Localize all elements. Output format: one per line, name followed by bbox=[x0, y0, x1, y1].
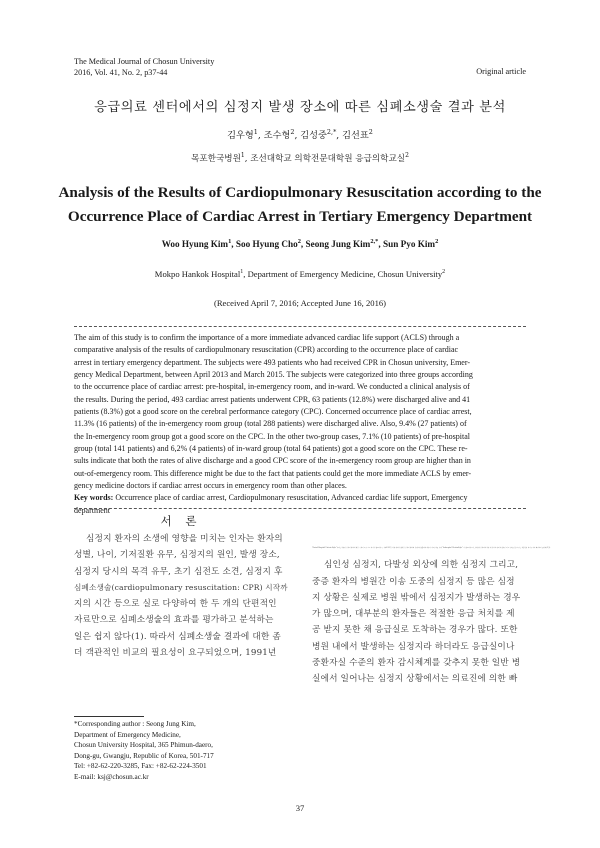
author-name: Seong Jung Kim bbox=[305, 239, 371, 249]
korean-affiliations bbox=[0, 152, 600, 164]
text-line: 심정지 당시의 목격 유무, 초기 심전도 소견, 심정지 후 bbox=[74, 566, 283, 577]
text-line: comparative analysis of the results of cardiopulmonary resuscitation (CPR) according to the occurrence place of cardiac bbox=[74, 345, 459, 355]
article-type-label: Original article bbox=[476, 67, 526, 76]
received-dates: (Received April 7, 2016; Accepted June 16, 2016) bbox=[213, 298, 387, 308]
keywords bbox=[74, 492, 526, 504]
corresponding-author-footnote bbox=[74, 719, 304, 783]
text-line: the results. During the period, 493 cardiac arrest patients underwent CPR, 63 patients (12.8%) were discharged alive and 41 bbox=[74, 394, 471, 404]
author-name: 김성중 bbox=[300, 130, 327, 141]
author-name: 조수형 bbox=[263, 130, 291, 141]
author-affiliation-mark: 1 bbox=[253, 127, 258, 136]
english-title-line: Analysis of the Results of Cardiopulmonary Resuscitation according to the bbox=[58, 184, 542, 201]
author-affiliation-mark: 2 bbox=[435, 237, 439, 245]
author-name: Soo Hyung Cho bbox=[235, 239, 298, 249]
text-line: The aim of this study is to confirm the importance of a more immediate advanced cardiac life support (ACLS) through a bbox=[74, 333, 460, 342]
text-line: to the occurrence place of cardiac arrest: pre-hospital, in-emergency room, and in-ward. We conducted a clinical analysis of bbox=[74, 382, 470, 392]
text-line: 심인성 심정지, 다발성 외상에 의한 심정지 그리고, bbox=[324, 560, 519, 571]
text-line: 더 객관적인 비교의 필요성이 요구되었으며, 1991년 bbox=[74, 648, 277, 659]
affiliation-2: , Department of Emergency Medicine, Chosun University bbox=[243, 269, 443, 279]
text-line: 공 받지 못한 채 응급실로 도착하는 경우가 많다. 또한 bbox=[312, 625, 518, 636]
author-affiliation-mark: 2 bbox=[297, 237, 301, 245]
text-line: 중환자실 수준의 환자 감시체계를 갖추지 못한 일반 병 bbox=[312, 658, 521, 669]
text-line: 가 많으며, 대부분의 환자들은 적절한 응급 처치를 제 bbox=[312, 609, 515, 620]
text-line: *Corresponding author : Seong Jung Kim, bbox=[74, 720, 196, 728]
text-line: gency Medical Department, between April 2013 and March 2015. The subjects were categorized into three groups according bbox=[74, 370, 473, 380]
text-line: 자료만으로 심폐소생술의 효과를 평가하고 분석하는 bbox=[74, 615, 274, 626]
text-line: Department of Emergency Medicine, bbox=[74, 730, 181, 739]
journal-header bbox=[74, 56, 214, 78]
left-column-text bbox=[74, 531, 288, 661]
english-title bbox=[50, 181, 550, 229]
author-separator: , bbox=[378, 239, 383, 249]
abstract-bottom-divider bbox=[74, 508, 526, 509]
text-line: arrest in tertiary emergency department. The subjects were 493 patients who had received CPR in Chosun university, Emer- bbox=[74, 357, 471, 367]
journal-volume: 2016, Vol. 41, No. 2, p37-44 bbox=[74, 68, 168, 77]
right-paragraph-2 bbox=[312, 557, 526, 687]
korean-title: 응급의료 센터에서의 심정지 발생 장소에 따른 심폐소생술 결과 분석 bbox=[94, 100, 506, 115]
author-separator: , bbox=[294, 130, 301, 141]
author-name: 김우형 bbox=[227, 130, 254, 141]
text-line: gency medicine doctors if cardiac arrest occurs in emergency room than other places. bbox=[74, 481, 347, 491]
affiliation-2-mark: 2 bbox=[405, 152, 409, 160]
affiliation-2-mark: 2 bbox=[442, 269, 446, 276]
author-name: Sun Pyo Kim bbox=[382, 239, 436, 249]
journal-name: The Medical Journal of Chosun University bbox=[74, 57, 215, 66]
text-line: Tel: +82-62-220-3285, Fax: +82-62-224-3501 bbox=[74, 762, 207, 771]
text-line: 지 상황은 실제로 병원 밖에서 심정지가 발생하는 경우 bbox=[312, 592, 521, 603]
text-line: 성별, 나이, 기저질환 유무, 심정지의 원인, 발생 장소, bbox=[74, 550, 280, 561]
english-title-line: Occurrence Place of Cardiac Arrest in Tertiary Emergency Department bbox=[67, 208, 533, 225]
english-authors bbox=[0, 239, 600, 249]
section-title-introduction: 서 론 bbox=[160, 514, 202, 528]
author-name: 김선표 bbox=[342, 130, 369, 141]
text-line: Chosun University Hospital, 365 Phimun-daero, bbox=[74, 741, 213, 750]
keywords-continued: department bbox=[74, 505, 110, 515]
text-line: E-mail: ksj@chosun.ac.kr bbox=[74, 772, 149, 781]
affiliation-1: Mokpo Hankok Hospital bbox=[154, 269, 241, 279]
author-affiliation-mark: 2,* bbox=[370, 237, 379, 245]
english-affiliations bbox=[0, 269, 600, 279]
text-line: the In-emergency room group got a good score on the CPC. In the other two-group cases, 7.1% (10 patients) of pre-hospital bbox=[74, 431, 470, 441]
text-line: 심폐소생술(cardiopulmonary resuscitation: CPR) 시작까 bbox=[74, 582, 288, 592]
abstract-body bbox=[74, 332, 526, 492]
right-paragraph-1: "Out-of-Hospital Utstein Style"이라는 병원전 심정지 환자에 대한 국제적 표준 보고 양식이 발표되었고, 이후1997년 병원 내에서 발생한 심정지 환자의 심폐소생술결과의 객관적 비교분석을 위해 "In-hospital UtsteinStyle" 이 발표되었으나, 병원 밖 심정지와 병원 내 심정지 간의 직접적인 비교 분석을 할 수 있는 정형화된 양식은 아직 확립되지 않았다(2,3). bbox=[312, 548, 551, 549]
text-line: 실에서 일어나는 심정지 상황에서는 의료진에 의한 빠 bbox=[312, 674, 518, 685]
author-affiliation-mark: 2 bbox=[290, 127, 295, 136]
affiliation-1-mark: 1 bbox=[240, 152, 245, 160]
right-column-text bbox=[312, 541, 551, 688]
text-line: 11.3% (16 patients) of the in-emergency room group (total 288 patients) were discharged alive. Also, 9.4% (27 patients) of bbox=[74, 419, 467, 429]
text-line: 병원 내에서 발생하는 심정지라 하더라도 응급실이나 bbox=[312, 641, 515, 652]
author-separator: , bbox=[300, 239, 306, 249]
affiliation-1-mark: 1 bbox=[240, 269, 244, 276]
text-line: group (total 141 patients) and 6,2% (4 patients) of in-ward group (total 64 patients) got a good score on the CPC. These re- bbox=[74, 444, 468, 454]
author-separator: , bbox=[336, 130, 343, 141]
keywords-label: Key words: bbox=[74, 493, 114, 503]
author-affiliation-mark: 2,* bbox=[326, 127, 337, 136]
page-number: 37 bbox=[295, 803, 305, 813]
author-separator: , bbox=[231, 239, 236, 249]
author-affiliation-mark: 2 bbox=[368, 127, 373, 136]
keywords-text: Occurrence place of cardiac arrest, Cardiopulmonary resuscitation, Advanced cardiac life support, Emergency bbox=[113, 493, 468, 503]
abstract-top-divider bbox=[74, 326, 526, 327]
text-line: 중증 환자의 병원간 이송 도중의 심정지 등 많은 심정 bbox=[312, 576, 515, 587]
text-line: 지의 시간 등으로 실로 다양하여 한 두 개의 단편적인 bbox=[74, 599, 277, 610]
korean-authors bbox=[0, 127, 600, 141]
text-line: patients (8.3%) got a good score on the cerebral performance category (CPC). Concerned occurrence place of cardiac arrest, bbox=[74, 407, 472, 417]
author-separator: , bbox=[257, 130, 264, 141]
text-line: 일은 쉽지 않다(1). 따라서 심폐소생술 결과에 대한 좀 bbox=[74, 631, 281, 642]
text-line: 심정지 환자의 소생에 영향을 미치는 인자는 환자의 bbox=[86, 534, 283, 544]
text-line: Dong-gu, Gwangju, Republic of Korea, 501-717 bbox=[74, 751, 214, 760]
affiliation-separator: , bbox=[244, 154, 251, 164]
author-name: Woo Hyung Kim bbox=[161, 239, 229, 249]
affiliation-2: 조선대학교 의학전문대학원 응급의학교실 bbox=[250, 154, 406, 164]
text-line: sults indicate that both the rates of alive discharge and a good CPC score of the in-emergency room group are higher than in bbox=[74, 456, 471, 466]
abstract bbox=[74, 332, 526, 517]
author-affiliation-mark: 1 bbox=[228, 237, 232, 245]
affiliation-1: 목포한국병원 bbox=[191, 154, 241, 164]
footnote-divider bbox=[74, 716, 144, 717]
text-line: out-of-emergency room. This difference might be due to the fact that patients could get the more immediate ACLS by emer- bbox=[74, 468, 472, 478]
